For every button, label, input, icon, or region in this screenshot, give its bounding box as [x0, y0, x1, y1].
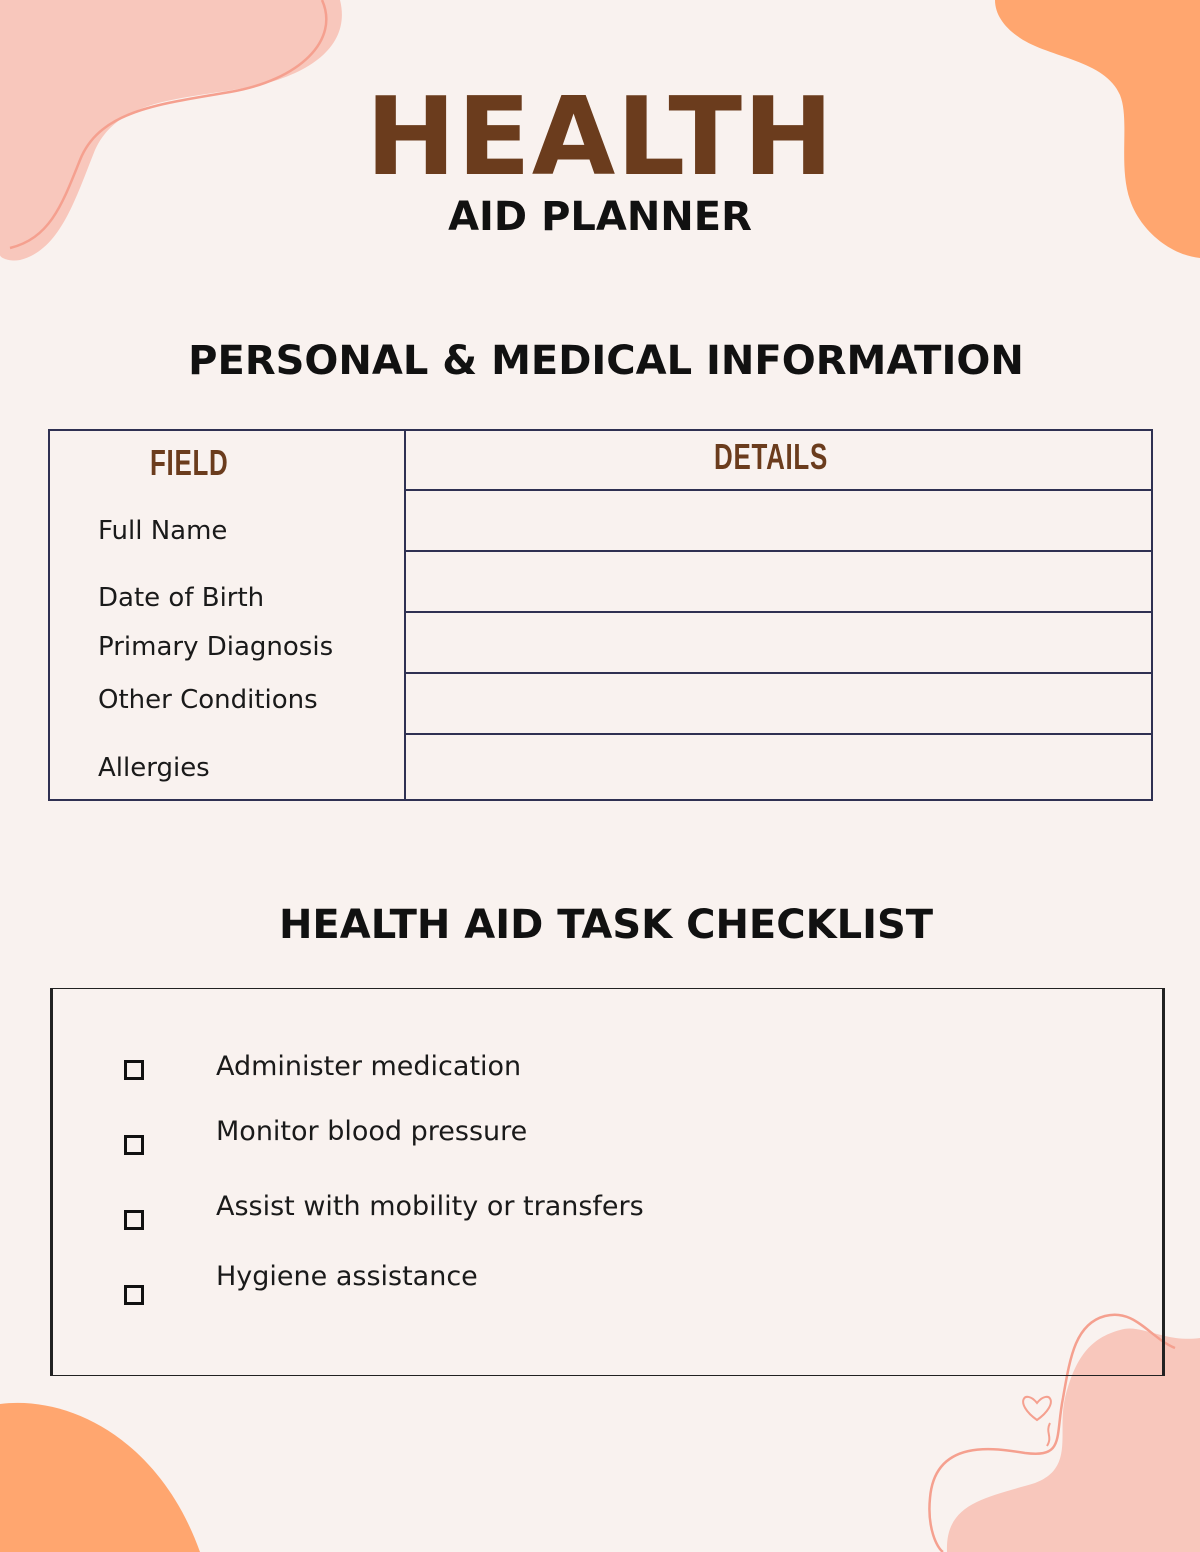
task-label: Hygiene assistance — [216, 1261, 478, 1292]
field-column-header: FIELD — [150, 442, 229, 483]
details-column-header: DETAILS — [714, 436, 829, 477]
personal-info-table — [48, 429, 1153, 801]
page-title: HEALTH — [365, 75, 835, 200]
task-checklist — [50, 988, 1165, 1376]
task-checklist-heading: HEALTH AID TASK CHECKLIST — [278, 902, 934, 948]
field-label-date-of-birth: Date of Birth — [98, 583, 265, 613]
task-checkbox[interactable] — [124, 1285, 144, 1305]
page-subtitle: AID PLANNER — [448, 194, 752, 240]
task-label: Monitor blood pressure — [216, 1116, 528, 1147]
date-of-birth-input[interactable] — [406, 552, 1151, 611]
full-name-input[interactable] — [406, 491, 1151, 550]
task-label: Assist with mobility or transfers — [216, 1191, 644, 1222]
field-label-other-conditions: Other Conditions — [98, 685, 318, 715]
task-checkbox[interactable] — [124, 1210, 144, 1230]
field-label-full-name: Full Name — [98, 516, 228, 546]
task-label: Administer medication — [216, 1051, 522, 1082]
other-conditions-input[interactable] — [406, 674, 1151, 733]
task-checkbox[interactable] — [124, 1060, 144, 1080]
primary-diagnosis-input[interactable] — [406, 613, 1151, 672]
bottom-left-orange-blob — [0, 1400, 205, 1552]
personal-info-heading: PERSONAL & MEDICAL INFORMATION — [188, 338, 1024, 384]
task-checkbox[interactable] — [124, 1135, 144, 1155]
field-label-primary-diagnosis: Primary Diagnosis — [98, 632, 334, 662]
field-label-allergies: Allergies — [98, 753, 210, 783]
allergies-input[interactable] — [406, 735, 1151, 799]
